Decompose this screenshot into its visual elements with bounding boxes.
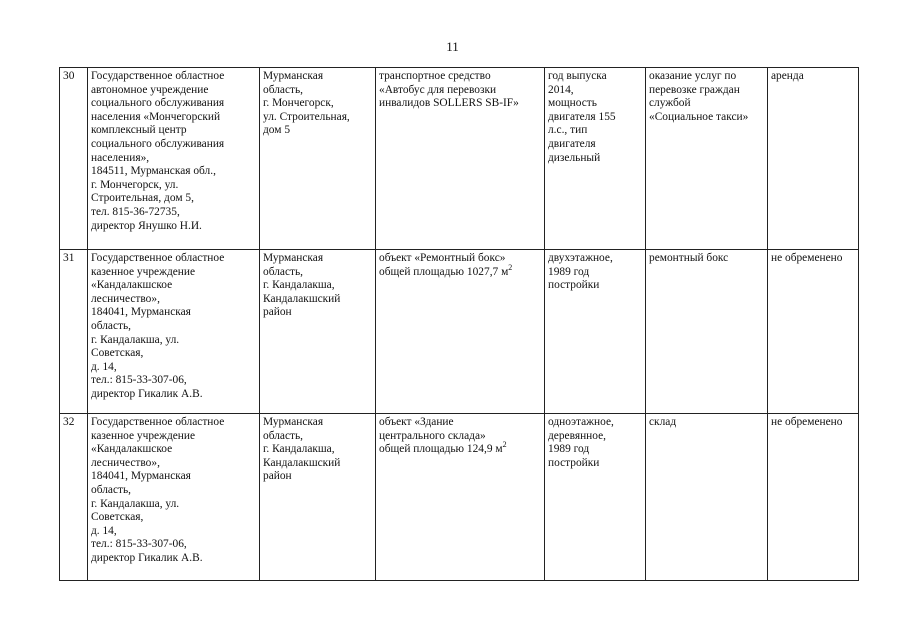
property-table (59, 67, 859, 581)
address-cell: Мурманская область, г. Мончегорск, ул. Строительная, дом 5 (260, 68, 376, 250)
row-number: 32 (60, 414, 88, 581)
address-cell: Мурманская область, г. Кандалакша, Кандалакшский район (260, 250, 376, 414)
holder-cell: Государственное областное казенное учреждение «Кандалакшское лесничество», 184041, Мурманская область, г. Кандалакша, ул. Советская, д. 14, тел.: 815-33-307-06, директор Гикалик А.В. (88, 414, 260, 581)
object-text: объект «Ремонтный бокс» общей площадью 1027,7 м (379, 252, 509, 278)
object-superscript: 2 (502, 440, 507, 450)
encumbrance-cell: аренда (768, 68, 859, 250)
purpose-cell: ремонтный бокс (646, 250, 768, 414)
characteristics-cell: одноэтажное, деревянное, 1989 год постройки (545, 414, 646, 581)
encumbrance-cell: не обременено (768, 414, 859, 581)
purpose-cell: склад (646, 414, 768, 581)
table-row (60, 250, 859, 414)
object-cell (376, 414, 545, 581)
encumbrance-cell: не обременено (768, 250, 859, 414)
holder-cell: Государственное областное казенное учреждение «Кандалакшское лесничество», 184041, Мурманская область, г. Кандалакша, ул. Советская, д. 14, тел.: 815-33-307-06, директор Гикалик А.В. (88, 250, 260, 414)
row-number: 30 (60, 68, 88, 250)
page-number: 11 (446, 39, 459, 54)
row-number: 31 (60, 250, 88, 414)
object-text: транспортное средство «Автобус для перевозки инвалидов SOLLERS SB-IF» (379, 70, 519, 110)
table-row (60, 414, 859, 581)
purpose-cell: оказание услуг по перевозке граждан службой «Социальное такси» (646, 68, 768, 250)
object-cell (376, 68, 545, 250)
characteristics-cell: год выпуска 2014, мощность двигателя 155 л.с., тип двигателя дизельный (545, 68, 646, 250)
object-text: объект «Здание центрального склада» общей площадью 124,9 м (379, 416, 503, 456)
characteristics-cell: двухэтажное, 1989 год постройки (545, 250, 646, 414)
table-row (60, 68, 859, 250)
object-cell (376, 250, 545, 414)
address-cell: Мурманская область, г. Кандалакша, Кандалакшский район (260, 414, 376, 581)
holder-cell: Государственное областное автономное учреждение социального обслуживания населения «Мончегорский комплексный центр социального обслуживания населения», 184511, Мурманская обл., г. Мончегорск, ул. Строительная, дом 5, тел. 815-36-72735, директор Янушко Н.И. (88, 68, 260, 250)
object-superscript: 2 (508, 262, 513, 272)
